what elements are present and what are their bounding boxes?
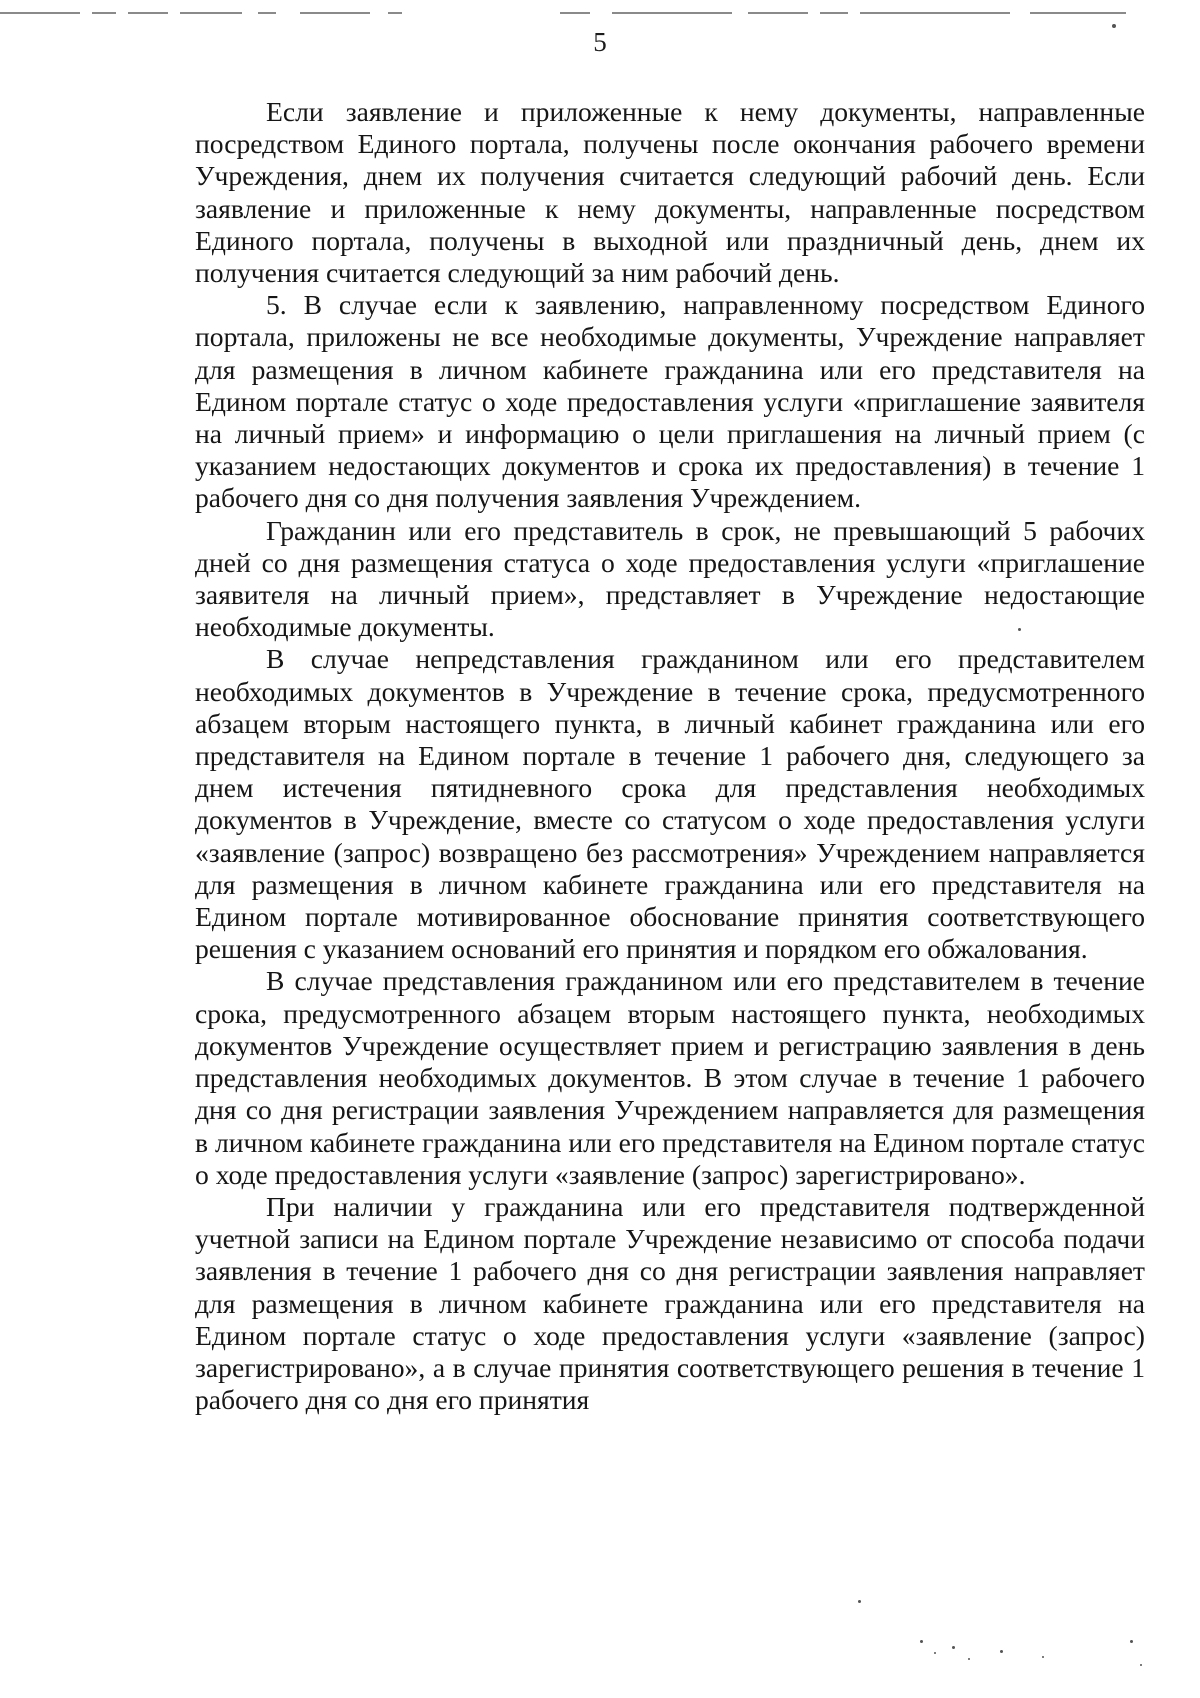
document-body <box>195 96 1145 1416</box>
scan-edge-mark <box>0 12 1200 14</box>
scan-speck <box>968 1658 970 1660</box>
page-number: 5 <box>593 27 607 57</box>
paragraph: Гражданин или его представитель в срок, не превышающий 5 рабочих дней со дня размещения статуса о ходе предоставления услуги «приглашение заявителя на личный прием», представляет в Учреждение недостающие необходимые документы. <box>195 514 1145 643</box>
scan-speck <box>1130 1640 1133 1643</box>
paragraph: При наличии у гражданина или его представителя подтвержденной учетной записи на Едином портале Учреждение независимо от способа подачи заявления в течение 1 рабочего дня со дня регистрации заявления направляет для размещения в личном кабинете гражданина или его представителя на Едином портале статус о ходе предоставления услуги «заявление (запрос) зарегистрировано», а в случае принятия соответствующего решения в течение 1 рабочего дня со дня его принятия <box>195 1190 1145 1416</box>
paragraph: В случае представления гражданином или его представителем в течение срока, предусмотренного абзацем вторым настоящего пункта, необходимых документов Учреждение осуществляет прием и регистрацию заявления в день представления необходимых документов. В этом случае в течение 1 рабочего дня со дня регистрации заявления Учреждением направляется для размещения в личном кабинете гражданина или его представителя на Едином портале статус о ходе предоставления услуги «заявление (запрос) зарегистрировано». <box>195 965 1145 1190</box>
scan-speck <box>1000 1650 1003 1653</box>
scan-speck <box>934 1652 936 1654</box>
paragraph: 5. В случае если к заявлению, направленному посредством Единого портала, приложены не все необходимые документы, Учреждение направляет для размещения в личном кабинете гражданина или его представителя на Едином портале статус о ходе предоставления услуги «приглашение заявителя на личный прием» и информацию о цели приглашения на личный прием (с указанием недостающих документов и срока их предоставления) в течение 1 рабочего дня со дня получения заявления Учреждением. <box>195 289 1145 514</box>
scan-speck <box>1042 1656 1044 1658</box>
paragraph: Если заявление и приложенные к нему документы, направленные посредством Единого портала, получены после окончания рабочего времени Учреждения, днем их получения считается следующий рабочий день. Если заявление и приложенные к нему документы, направленные посредством Единого портала, получены в выходной или праздничный день, днем их получения считается следующий за ним рабочий день. <box>195 96 1145 289</box>
scan-speck <box>1018 628 1021 631</box>
paragraph: В случае непредставления гражданином или его представителем необходимых документов в Учреждение в течение срока, предусмотренного абзацем вторым настоящего пункта, в личный кабинет гражданина или его представителя на Едином портале в течение 1 рабочего дня, следующего за днем истечения пятидневного срока для представления необходимых документов в Учреждение, вместе со статусом о ходе предоставления услуги «заявление (запрос) возвращено без рассмотрения» Учреждением направляется для размещения в личном кабинете гражданина или его представителя на Едином портале мотивированное обоснование принятия соответствующего решения с указанием оснований его принятия и порядком его обжалования. <box>195 643 1145 965</box>
scan-speck <box>1112 24 1116 28</box>
scan-speck <box>1140 1664 1142 1666</box>
scan-speck <box>920 1640 923 1643</box>
scan-speck <box>952 1646 955 1649</box>
scan-speck <box>858 1600 861 1603</box>
